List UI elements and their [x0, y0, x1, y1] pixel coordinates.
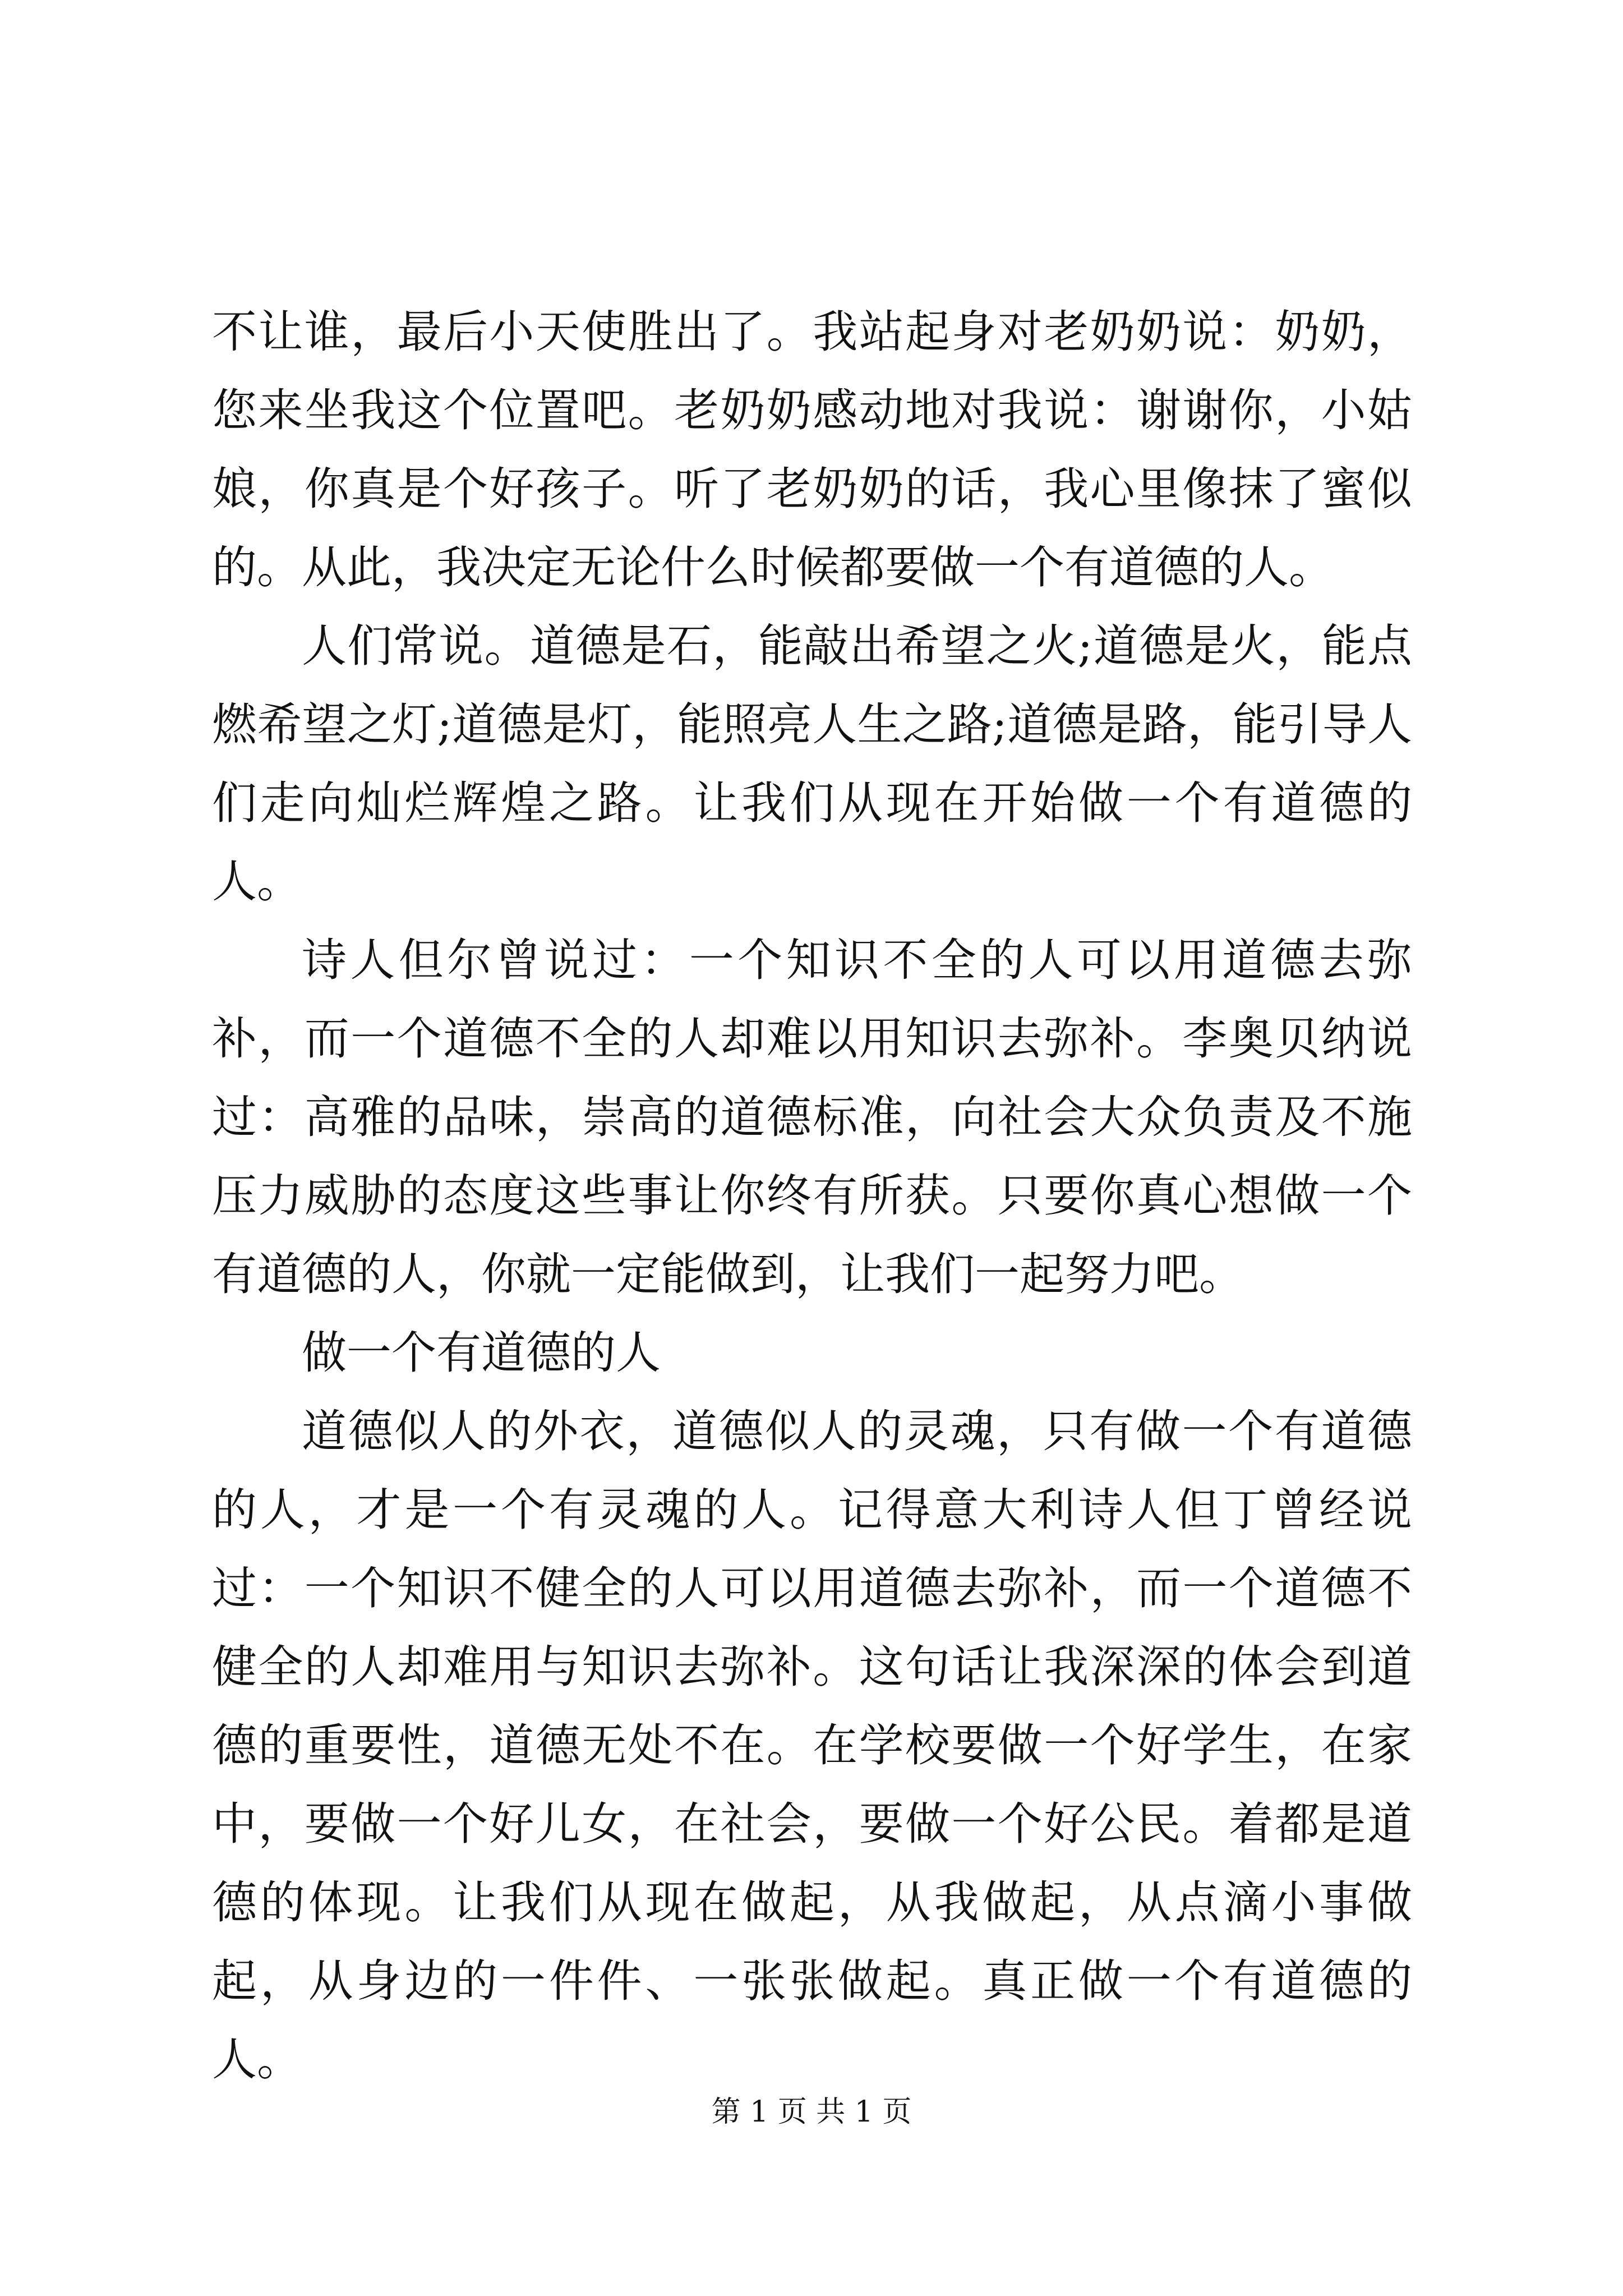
document-body: [212, 293, 1412, 2099]
paragraph-morality-metaphor: 人们常说。道德是石，能敲出希望之火;道德是火，能点燃希望之灯;道德是灯，能照亮人生之路;道德是路，能引导人们走向灿烂辉煌之路。让我们从现在开始做一个有道德的人。: [212, 620, 1412, 908]
paragraph-essay: 道德似人的外衣，道德似人的灵魂，只有做一个有道德的人，才是一个有灵魂的人。记得意大利诗人但丁曾经说过：一个知识不健全的人可以用道德去弥补，而一个道德不健全的人却难用与知识去弥补。这句话让我深深的体会到道德的重要性，道德无处不在。在学校要做一个好学生，在家中，要做一个好儿女，在社会，要做一个好公民。着都是道德的体现。让我们从现在做起，从我做起，从点滴小事做起，从身边的一件件、一张张做起。真正做一个有道德的人。: [212, 1405, 1412, 2086]
page-footer: 第 1 页 共 1 页: [711, 2095, 912, 2129]
paragraph-continued: 不让谁，最后小天使胜出了。我站起身对老奶奶说：奶奶，您来坐我这个位置吧。老奶奶感动地对我说：谢谢你，小姑娘，你真是个好孩子。听了老奶奶的话，我心里像抹了蜜似的。从此，我决定无论什么时候都要做一个有道德的人。: [212, 306, 1412, 593]
section-heading: 做一个有道德的人: [302, 1327, 661, 1379]
paragraph-poet-quote: 诗人但尔曾说过：一个知识不全的人可以用道德去弥补，而一个道德不全的人却难以用知识去弥补。李奥贝纳说过：高雅的品味，崇高的道德标准，向社会大众负责及不施压力威胁的态度这些事让你终有所获。只要你真心想做一个有道德的人，你就一定能做到，让我们一起努力吧。: [212, 934, 1412, 1300]
